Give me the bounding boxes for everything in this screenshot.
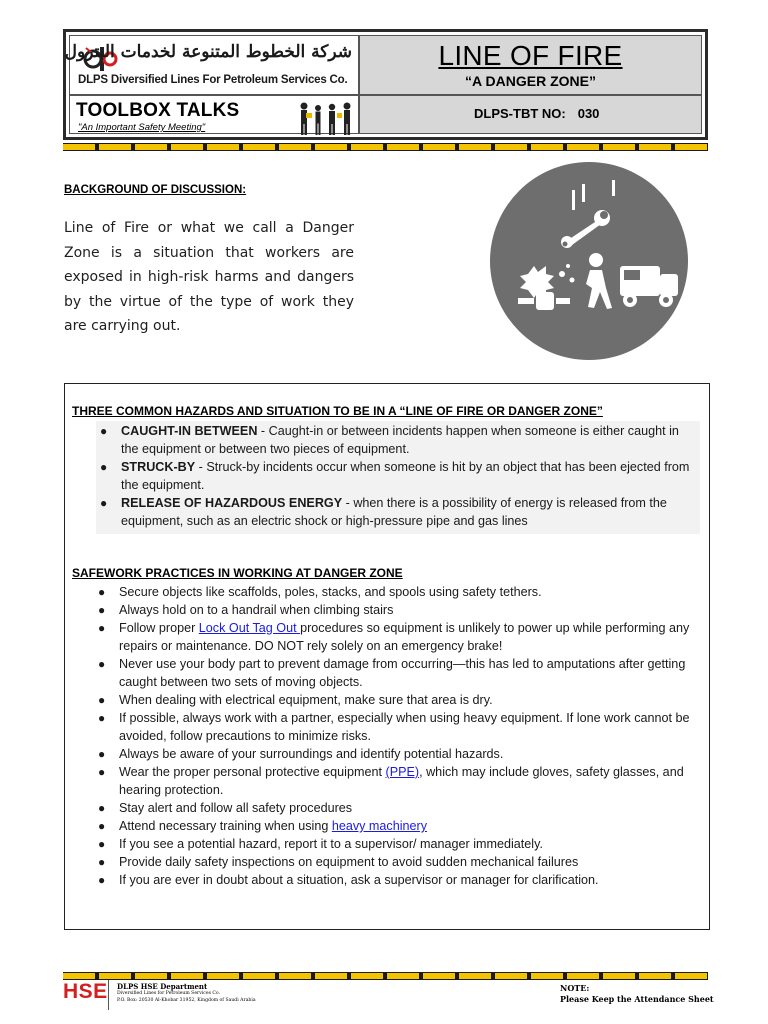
practice-text: Never use your body part to prevent damage from occurring—this has led to amputations after getting caught between two sets of moving objects. bbox=[119, 657, 686, 689]
ppe-link[interactable]: (PPE) bbox=[385, 765, 420, 779]
bullet-icon: ● bbox=[100, 460, 108, 474]
practice-text: If possible, always work with a partner, especially when using heavy equipment. If lone work cannot be avoided, follow precautions to minimize risks. bbox=[119, 711, 690, 743]
bullet-icon: ● bbox=[98, 603, 106, 617]
bullet-icon: ● bbox=[100, 424, 108, 438]
header-left-panel bbox=[64, 36, 360, 133]
hazard-term: CAUGHT-IN BETWEEN bbox=[121, 424, 258, 438]
list-item bbox=[96, 871, 700, 889]
practice-text: If you are ever in doubt about a situation, ask a supervisor or manager for clarification. bbox=[119, 873, 599, 887]
list-item bbox=[96, 817, 700, 835]
footer-address: P.O. Box: 20530 Al-Khobar 31952, Kingdom of Saudi Arabia bbox=[117, 998, 256, 1003]
list-item bbox=[96, 655, 700, 691]
practice-text: Attend necessary training when using bbox=[119, 819, 332, 833]
heavy-machinery-link[interactable]: heavy machinery bbox=[331, 819, 428, 833]
document-title: LINE OF FIRE bbox=[438, 40, 623, 71]
document-header bbox=[63, 29, 708, 140]
company-name-english: DLPS Diversified Lines For Petroleum Services Co. bbox=[78, 74, 348, 86]
practices-heading: SAFEWORK PRACTICES IN WORKING AT DANGER ZONE bbox=[72, 566, 403, 580]
practice-text: procedures so equipment is unlikely to power up while performing any repairs or maintenance. DO NOT rely solely on an emergency brake! bbox=[119, 621, 690, 653]
practice-text: When dealing with electrical equipment, make sure that area is dry. bbox=[119, 693, 493, 707]
bullet-icon: ● bbox=[98, 747, 106, 761]
bullet-icon: ● bbox=[98, 711, 106, 725]
header-right-panel bbox=[360, 36, 701, 133]
list-item bbox=[96, 745, 700, 763]
tbt-number-value: 030 bbox=[577, 106, 600, 121]
hazard-description: - when there is a possibility of energy is released from the equipment, such as an electric shock or high-pressure pipe and gas lines bbox=[121, 496, 667, 528]
list-item bbox=[96, 619, 700, 655]
toolbox-talks-subtitle: "An Important Safety Meeting" bbox=[78, 122, 206, 133]
practice-text: Always hold on to a handrail when climbing stairs bbox=[119, 603, 394, 617]
bullet-icon: ● bbox=[98, 693, 106, 707]
bullet-icon: ● bbox=[98, 873, 106, 887]
hazard-description: - Struck-by incidents occur when someone is hit by an object that has been ejected from the equipment. bbox=[121, 460, 690, 492]
warning-tape-top bbox=[63, 143, 708, 151]
practice-text: Wear the proper personal protective equipment bbox=[119, 765, 386, 779]
list-item bbox=[96, 835, 700, 853]
bullet-icon: ● bbox=[98, 585, 106, 599]
footer-company: Diversified Lines for Petroleum Services Co. bbox=[117, 991, 221, 996]
list-item bbox=[96, 763, 700, 799]
list-item bbox=[96, 601, 700, 619]
hazard-term: STRUCK-BY bbox=[121, 460, 196, 474]
list-item bbox=[96, 853, 700, 871]
footer-note-label: NOTE: bbox=[560, 983, 590, 993]
hazard-description: - Caught-in or between incidents happen when someone is either caught in the equipment or between two pieces of equipment. bbox=[121, 424, 679, 456]
bullet-icon: ● bbox=[98, 801, 106, 815]
list-item bbox=[96, 709, 700, 745]
bullet-icon: ● bbox=[98, 765, 106, 779]
list-item bbox=[98, 422, 696, 458]
practice-text: , which may include gloves, safety glasses, and hearing protection. bbox=[119, 765, 684, 797]
warning-tape-bottom bbox=[63, 972, 708, 980]
list-item bbox=[96, 583, 700, 601]
hazards-heading: THREE COMMON HAZARDS AND SITUATION TO BE IN A “LINE OF FIRE OR DANGER ZONE” bbox=[72, 404, 603, 418]
bullet-icon: ● bbox=[100, 496, 108, 510]
hazard-term: RELEASE OF HAZARDOUS ENERGY bbox=[121, 496, 343, 510]
list-item bbox=[96, 691, 700, 709]
hse-logo: HSE bbox=[63, 980, 108, 1003]
tbt-number-row bbox=[474, 106, 599, 121]
list-item bbox=[98, 458, 696, 494]
practice-text: Follow proper bbox=[119, 621, 199, 635]
company-name-arabic: شركة الخطوط المتنوعة لخدمات البترول bbox=[64, 42, 352, 62]
practice-text: Stay alert and follow all safety procedures bbox=[119, 801, 353, 815]
tbt-number-label: DLPS-TBT NO: bbox=[474, 106, 566, 121]
practices-list bbox=[96, 583, 700, 889]
hazards-list bbox=[96, 421, 700, 534]
background-heading: BACKGROUND OF DISCUSSION: bbox=[64, 184, 247, 196]
bullet-icon: ● bbox=[98, 837, 106, 851]
company-logo-block bbox=[64, 36, 358, 96]
bullet-icon: ● bbox=[98, 819, 106, 833]
bullet-icon: ● bbox=[98, 657, 106, 671]
document-subtitle: “A DANGER ZONE” bbox=[465, 73, 596, 89]
content-box bbox=[64, 383, 710, 930]
practice-text: Always be aware of your surroundings and identify potential hazards. bbox=[119, 747, 504, 761]
footer-divider bbox=[108, 980, 109, 1010]
practice-text: Secure objects like scaffolds, poles, stacks, and spools using safety tethers. bbox=[119, 585, 542, 599]
list-item bbox=[98, 494, 696, 530]
list-item bbox=[96, 799, 700, 817]
practice-text: If you see a potential hazard, report it to a supervisor/ manager immediately. bbox=[119, 837, 543, 851]
bullet-icon: ● bbox=[98, 855, 106, 869]
bullet-icon: ● bbox=[98, 621, 106, 635]
meeting-people-icon bbox=[296, 99, 356, 137]
background-text: Line of Fire or what we call a Danger Zone is a situation that workers are exposed in high-risk harms and dangers by the virtue of the type of work they are carrying out. bbox=[64, 220, 354, 334]
lock-out-tag-out-link[interactable]: Lock Out Tag Out bbox=[198, 621, 301, 635]
practice-text: Provide daily safety inspections on equipment to avoid sudden mechanical failures bbox=[119, 855, 579, 869]
toolbox-talks-title: TOOLBOX TALKS bbox=[76, 100, 240, 121]
footer-note-text: Please Keep the Attendance Sheet bbox=[560, 994, 714, 1004]
line-of-fire-hazard-icon bbox=[490, 162, 688, 360]
footer-department: DLPS HSE Department bbox=[117, 982, 208, 991]
